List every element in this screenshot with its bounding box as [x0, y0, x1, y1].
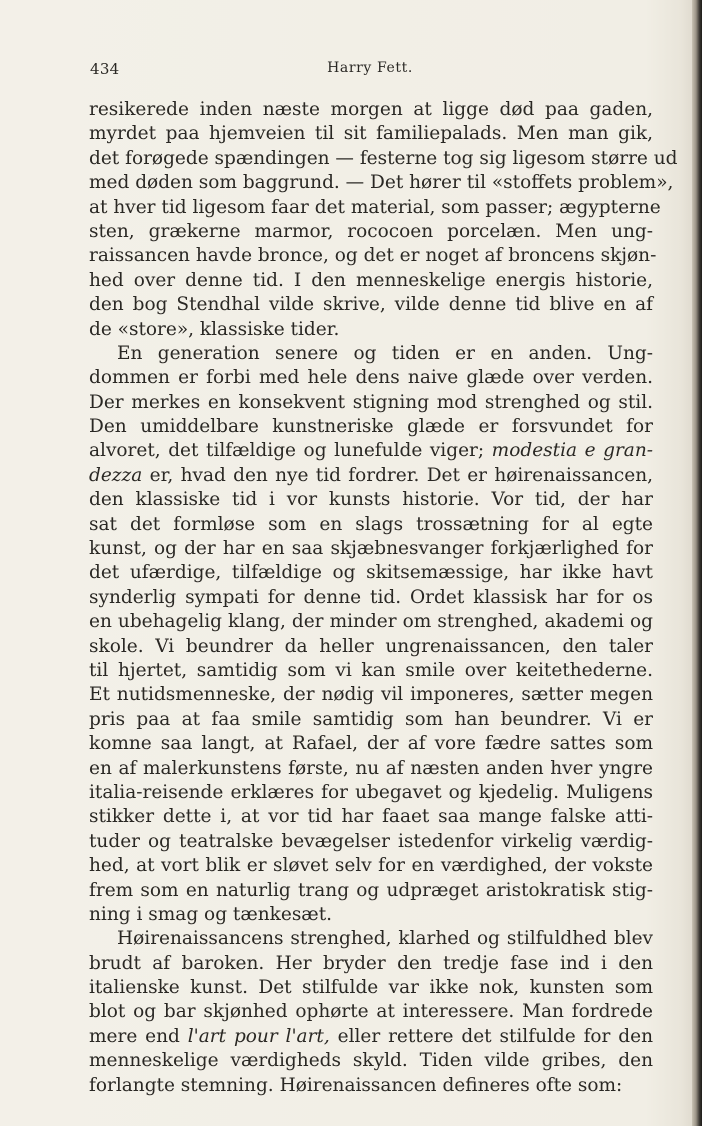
text-segment: alvoret, det tilfældige og lunefulde viger;	[89, 440, 492, 462]
text-segment: den bog Stendhal vilde skrive, vilde denne tid blive en af	[89, 294, 653, 316]
text-line	[89, 952, 653, 976]
text-segment: synderlig sympati for denne tid. Ordet klassisk har for os	[89, 586, 653, 608]
text-segment: sat det formløse som en slags trossætning for al egte	[89, 513, 653, 535]
text-segment: pris paa at faa smile samtidig som han beundrer. Vi er	[89, 708, 653, 730]
text-line	[89, 635, 653, 659]
text-line	[89, 488, 653, 512]
text-line	[89, 610, 653, 634]
text-line	[89, 854, 653, 878]
text-line	[89, 464, 653, 488]
text-segment: den klassiske tid i vor kunsts historie. Vor tid, der har	[89, 489, 653, 511]
text-segment: er, hvad den nye tid fordrer. Det er høirenaissancen,	[142, 464, 653, 486]
text-line	[89, 781, 653, 805]
text-segment: brudt af baroken. Her bryder den tredje fase ind i den	[89, 952, 653, 974]
text-segment: det forøgede spændingen — festerne tog sig ligesom større ud	[89, 147, 678, 169]
text-segment: blot og bar skjønhed ophørte at interessere. Man fordrede	[89, 1001, 653, 1023]
text-line	[89, 147, 678, 171]
text-segment: raissancen havde bronce, og det er noget af broncens skjøn-	[89, 245, 657, 267]
text-segment: komne saa langt, at Rafael, der af vore fædre sattes som	[89, 733, 653, 755]
text-line	[89, 415, 653, 439]
text-line	[89, 318, 653, 342]
text-line	[89, 366, 653, 390]
text-line	[89, 1049, 653, 1073]
italic-phrase: dezza	[89, 464, 143, 486]
text-segment: sten, grækerne marmor, rococoen porcelæn. Men ung-	[89, 220, 653, 242]
text-segment: eller rettere det stilfulde for den	[329, 1025, 653, 1047]
text-segment: dommen er forbi med hele dens naive glæde over verden.	[89, 367, 653, 389]
text-line	[89, 586, 653, 610]
body-text	[89, 98, 678, 1098]
page-edge-shadow	[692, 0, 702, 1126]
text-segment: Høirenaissancens strenghed, klarhed og stilfuldhed blev	[117, 928, 653, 950]
text-segment: En generation senere og tiden er en anden. Ung-	[117, 342, 653, 364]
text-line	[89, 805, 653, 829]
text-line	[89, 171, 674, 195]
text-line	[89, 513, 653, 537]
text-line	[89, 683, 653, 707]
text-segment: kunst, og der har en saa skjæbnesvanger forkjærlighed for	[89, 538, 653, 560]
text-segment: de «store», klassiske tider.	[89, 318, 340, 340]
text-segment: ning i smag og tænkesæt.	[89, 903, 333, 925]
text-line	[89, 98, 653, 122]
text-line	[89, 1000, 653, 1024]
text-segment: det ufærdige, tilfældige og skitsemæssige, har ikke havt	[89, 562, 653, 584]
italic-phrase: l'art pour l'art,	[187, 1025, 330, 1047]
text-segment: at hver tid ligesom faar det material, som passer; ægypterne	[89, 196, 661, 218]
text-segment: resikerede inden næste morgen at ligge død paa gaden,	[89, 99, 653, 120]
text-segment: forlangte stemning. Høirenaissancen defineres ofte som:	[89, 1074, 623, 1096]
text-line	[89, 244, 657, 268]
running-head: Harry Fett.	[327, 60, 413, 76]
text-line	[89, 757, 653, 781]
text-line	[89, 537, 653, 561]
text-segment: hed, at vort blik er sløvet selv for en værdighed, der vokste	[89, 855, 653, 877]
text-line	[89, 122, 653, 146]
text-line	[89, 927, 653, 951]
text-segment: hed over denne tid. I den menneskelige energis historie,	[89, 269, 653, 291]
text-line	[89, 976, 653, 1000]
italic-phrase: modestia e gran-	[491, 440, 653, 462]
text-segment: frem som en naturlig trang og udpræget aristokratisk stig-	[89, 879, 653, 901]
text-line	[89, 561, 653, 585]
text-line	[89, 732, 653, 756]
text-segment: mere end	[89, 1025, 188, 1047]
text-line	[89, 220, 653, 244]
text-line	[89, 269, 653, 293]
text-line	[89, 342, 653, 366]
text-segment: Den umiddelbare kunstneriske glæde er forsvundet for	[89, 416, 653, 438]
text-segment: tuder og teatralske bevægelser istedenfor virkelig værdig-	[89, 830, 653, 852]
text-segment: Der merkes en konsekvent stigning mod strenghed og stil.	[89, 391, 653, 413]
text-line	[89, 196, 661, 220]
text-segment: menneskelige værdigheds skyld. Tiden vilde gribes, den	[89, 1050, 653, 1072]
text-segment: italienske kunst. Det stilfulde var ikke nok, kunsten som	[89, 977, 653, 999]
text-line	[89, 659, 653, 683]
text-segment: stikker dette i, at vor tid har faaet saa mange falske atti-	[89, 806, 653, 828]
text-segment: med døden som baggrund. — Det hører til «stoffets problem»,	[89, 172, 674, 194]
text-line	[89, 391, 653, 415]
text-segment: en af malerkunstens første, nu af næsten anden hver yngre	[89, 757, 653, 779]
page-header	[90, 60, 650, 84]
text-line	[89, 439, 653, 463]
text-line	[89, 1074, 653, 1098]
text-segment: myrdet paa hjemveien til sit familiepalads. Men man gik,	[89, 123, 653, 145]
text-line	[89, 903, 653, 927]
text-line	[89, 1025, 653, 1049]
text-line	[89, 879, 653, 903]
text-line	[89, 293, 653, 317]
text-segment: italia-reisende erklæres for ubegavet og kjedelig. Muligens	[89, 781, 653, 803]
text-line	[89, 708, 653, 732]
page-number: 434	[90, 60, 120, 78]
text-segment: en ubehagelig klang, der minder om strenghed, akademi og	[89, 611, 653, 633]
text-segment: skole. Vi beundrer da heller ungrenaissancen, den taler	[89, 635, 653, 657]
text-segment: til hjertet, samtidig som vi kan smile over keitethederne.	[89, 659, 653, 681]
text-line	[89, 830, 653, 854]
text-segment: Et nutidsmenneske, der nødig vil imponeres, sætter megen	[89, 684, 653, 706]
